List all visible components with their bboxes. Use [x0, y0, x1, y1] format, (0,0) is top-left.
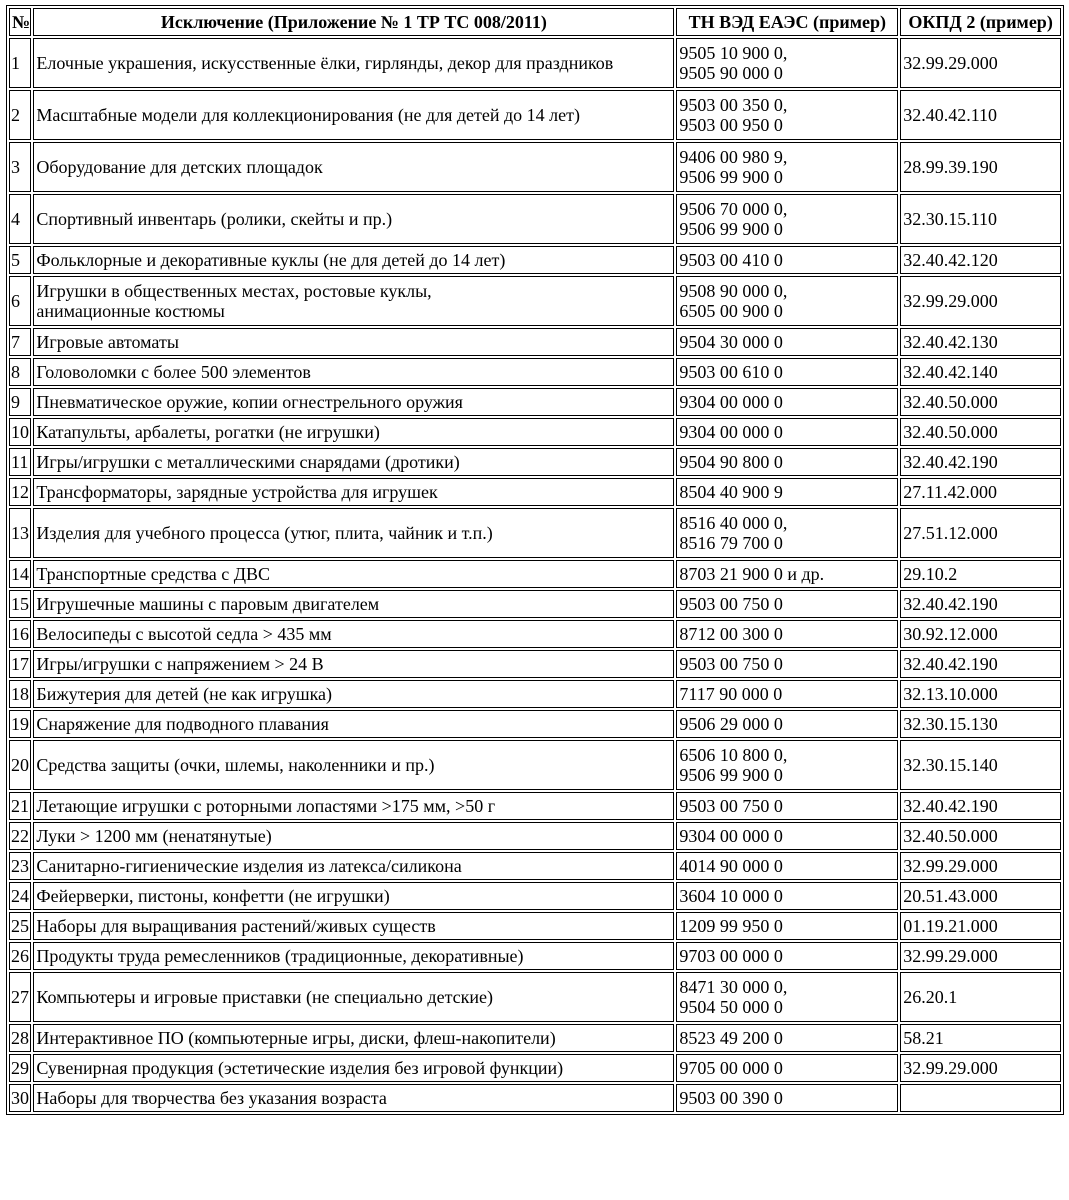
row-okpd: 32.13.10.000	[900, 680, 1061, 708]
row-exception	[33, 276, 674, 326]
row-okpd: 32.40.42.190	[900, 650, 1061, 678]
row-exception: Головоломки с более 500 элементов	[33, 358, 674, 386]
table-row	[9, 1054, 1061, 1082]
row-number: 22	[9, 822, 31, 850]
table-row	[9, 194, 1061, 244]
table-row	[9, 942, 1061, 970]
row-okpd: 29.10.2	[900, 560, 1061, 588]
row-tnved	[676, 972, 898, 1022]
row-number: 3	[9, 142, 31, 192]
row-okpd: 32.40.42.190	[900, 590, 1061, 618]
row-number: 18	[9, 680, 31, 708]
row-tnved	[676, 560, 898, 588]
tnved-code: 9503 00 350 0,	[679, 95, 788, 115]
table-row	[9, 710, 1061, 738]
row-exception: Оборудование для детских площадок	[33, 142, 674, 192]
row-okpd: 32.30.15.110	[900, 194, 1061, 244]
row-tnved	[676, 388, 898, 416]
row-tnved	[676, 942, 898, 970]
row-okpd: 58.21	[900, 1024, 1061, 1052]
row-okpd	[900, 1084, 1061, 1112]
row-exception: Велосипеды с высотой седла > 435 мм	[33, 620, 674, 648]
row-number: 15	[9, 590, 31, 618]
row-tnved	[676, 590, 898, 618]
tnved-code: 9503 00 610 0	[679, 362, 783, 382]
tnved-code: 8712 00 300 0	[679, 624, 783, 644]
tnved-code: 9506 99 900 0	[679, 219, 783, 239]
tnved-code: 9304 00 000 0	[679, 826, 783, 846]
row-number: 23	[9, 852, 31, 880]
row-number: 7	[9, 328, 31, 356]
row-tnved	[676, 822, 898, 850]
row-okpd: 32.40.50.000	[900, 418, 1061, 446]
row-number: 17	[9, 650, 31, 678]
row-okpd: 32.40.42.130	[900, 328, 1061, 356]
row-number: 29	[9, 1054, 31, 1082]
row-number: 12	[9, 478, 31, 506]
row-okpd: 32.40.42.190	[900, 792, 1061, 820]
tnved-code: 9505 90 000 0	[679, 63, 783, 83]
row-exception: Луки > 1200 мм (ненатянутые)	[33, 822, 674, 850]
tnved-code: 9506 70 000 0,	[679, 199, 788, 219]
row-number: 9	[9, 388, 31, 416]
row-number: 6	[9, 276, 31, 326]
table-row	[9, 246, 1061, 274]
table-row	[9, 1024, 1061, 1052]
row-exception: Елочные украшения, искусственные ёлки, гирлянды, декор для праздников	[33, 38, 674, 88]
table-row	[9, 822, 1061, 850]
row-okpd: 32.99.29.000	[900, 1054, 1061, 1082]
exception-line: анимационные костюмы	[36, 301, 225, 321]
row-tnved	[676, 358, 898, 386]
row-exception: Средства защиты (очки, шлемы, наколенники и пр.)	[33, 740, 674, 790]
table-row	[9, 972, 1061, 1022]
header-number: №	[9, 8, 31, 36]
row-exception: Игры/игрушки с металлическими снарядами (дротики)	[33, 448, 674, 476]
table-row	[9, 650, 1061, 678]
row-tnved	[676, 620, 898, 648]
row-okpd: 32.40.42.110	[900, 90, 1061, 140]
row-tnved	[676, 1084, 898, 1112]
row-okpd: 32.99.29.000	[900, 852, 1061, 880]
tnved-code: 9503 00 410 0	[679, 250, 783, 270]
row-tnved	[676, 710, 898, 738]
row-okpd: 32.99.29.000	[900, 942, 1061, 970]
row-exception: Игры/игрушки с напряжением > 24 В	[33, 650, 674, 678]
table-row	[9, 740, 1061, 790]
exception-line: Игрушки в общественных местах, ростовые куклы,	[36, 281, 432, 301]
tnved-code: 8516 40 000 0,	[679, 513, 788, 533]
row-exception: Катапульты, арбалеты, рогатки (не игрушки)	[33, 418, 674, 446]
row-exception: Пневматическое оружие, копии огнестрельного оружия	[33, 388, 674, 416]
row-exception: Спортивный инвентарь (ролики, скейты и пр.)	[33, 194, 674, 244]
tnved-code: 8516 79 700 0	[679, 533, 783, 553]
table-row	[9, 142, 1061, 192]
row-tnved	[676, 792, 898, 820]
tnved-code: 7117 90 000 0	[679, 684, 783, 704]
row-tnved	[676, 90, 898, 140]
row-tnved	[676, 650, 898, 678]
row-okpd: 32.40.42.190	[900, 448, 1061, 476]
row-tnved	[676, 852, 898, 880]
tnved-code: 9508 90 000 0,	[679, 281, 788, 301]
table-row	[9, 328, 1061, 356]
row-tnved	[676, 1024, 898, 1052]
row-okpd: 32.30.15.130	[900, 710, 1061, 738]
row-tnved	[676, 276, 898, 326]
tnved-code: 1209 99 950 0	[679, 916, 783, 936]
row-tnved	[676, 680, 898, 708]
tnved-code: 9504 30 000 0	[679, 332, 783, 352]
row-number: 5	[9, 246, 31, 274]
table-row	[9, 38, 1061, 88]
row-okpd: 32.40.42.120	[900, 246, 1061, 274]
row-number: 13	[9, 508, 31, 558]
row-number: 1	[9, 38, 31, 88]
table-row	[9, 508, 1061, 558]
row-exception: Интерактивное ПО (компьютерные игры, диски, флеш-накопители)	[33, 1024, 674, 1052]
table-row	[9, 792, 1061, 820]
row-tnved	[676, 1054, 898, 1082]
row-okpd: 27.51.12.000	[900, 508, 1061, 558]
table-row	[9, 448, 1061, 476]
row-exception: Транспортные средства с ДВС	[33, 560, 674, 588]
row-tnved	[676, 418, 898, 446]
row-number: 21	[9, 792, 31, 820]
exceptions-table	[6, 5, 1064, 1115]
row-okpd: 20.51.43.000	[900, 882, 1061, 910]
row-number: 27	[9, 972, 31, 1022]
row-okpd: 32.40.42.140	[900, 358, 1061, 386]
row-exception: Изделия для учебного процесса (утюг, плита, чайник и т.п.)	[33, 508, 674, 558]
row-number: 16	[9, 620, 31, 648]
row-okpd: 27.11.42.000	[900, 478, 1061, 506]
tnved-code: 9506 29 000 0	[679, 714, 783, 734]
table-row	[9, 1084, 1061, 1112]
row-number: 2	[9, 90, 31, 140]
row-tnved	[676, 882, 898, 910]
row-exception: Продукты труда ремесленников (традиционные, декоративные)	[33, 942, 674, 970]
tnved-code: 9703 00 000 0	[679, 946, 783, 966]
tnved-code: 8523 49 200 0	[679, 1028, 783, 1048]
row-exception: Летающие игрушки с роторными лопастями >175 мм, >50 г	[33, 792, 674, 820]
tnved-code: 9503 00 750 0	[679, 796, 783, 816]
tnved-code: 9506 99 900 0	[679, 167, 783, 187]
table-row	[9, 882, 1061, 910]
table-row	[9, 620, 1061, 648]
row-number: 24	[9, 882, 31, 910]
tnved-code: 8703 21 900 0 и др.	[679, 564, 825, 584]
tnved-code: 8504 40 900 9	[679, 482, 783, 502]
tnved-code: 9406 00 980 9,	[679, 147, 788, 167]
row-number: 14	[9, 560, 31, 588]
row-exception: Фольклорные и декоративные куклы (не для детей до 14 лет)	[33, 246, 674, 274]
row-okpd: 30.92.12.000	[900, 620, 1061, 648]
row-number: 25	[9, 912, 31, 940]
row-tnved	[676, 328, 898, 356]
row-okpd: 32.30.15.140	[900, 740, 1061, 790]
table-row	[9, 560, 1061, 588]
tnved-code: 4014 90 000 0	[679, 856, 783, 876]
header-okpd: ОКПД 2 (пример)	[900, 8, 1061, 36]
table-row	[9, 912, 1061, 940]
row-exception: Санитарно-гигиенические изделия из латекса/силикона	[33, 852, 674, 880]
row-tnved	[676, 912, 898, 940]
header-exception: Исключение (Приложение № 1 ТР ТС 008/2011)	[33, 8, 674, 36]
header-tnved: ТН ВЭД ЕАЭС (пример)	[676, 8, 898, 36]
row-number: 11	[9, 448, 31, 476]
row-number: 4	[9, 194, 31, 244]
tnved-code: 9504 50 000 0	[679, 997, 783, 1017]
row-number: 8	[9, 358, 31, 386]
table-row	[9, 418, 1061, 446]
row-number: 30	[9, 1084, 31, 1112]
tnved-code: 9503 00 950 0	[679, 115, 783, 135]
table-row	[9, 276, 1061, 326]
row-okpd: 28.99.39.190	[900, 142, 1061, 192]
table-row	[9, 852, 1061, 880]
row-exception: Фейерверки, пистоны, конфетти (не игрушки)	[33, 882, 674, 910]
row-number: 10	[9, 418, 31, 446]
tnved-code: 9504 90 800 0	[679, 452, 783, 472]
table-row	[9, 478, 1061, 506]
row-number: 19	[9, 710, 31, 738]
row-exception: Наборы для выращивания растений/живых существ	[33, 912, 674, 940]
row-exception: Сувенирная продукция (эстетические изделия без игровой функции)	[33, 1054, 674, 1082]
row-okpd: 32.99.29.000	[900, 276, 1061, 326]
row-okpd: 32.40.50.000	[900, 388, 1061, 416]
row-tnved	[676, 508, 898, 558]
tnved-code: 9503 00 750 0	[679, 654, 783, 674]
tnved-code: 8471 30 000 0,	[679, 977, 788, 997]
row-exception: Масштабные модели для коллекционирования (не для детей до 14 лет)	[33, 90, 674, 140]
table-row	[9, 358, 1061, 386]
table-row	[9, 90, 1061, 140]
row-number: 28	[9, 1024, 31, 1052]
row-exception: Трансформаторы, зарядные устройства для игрушек	[33, 478, 674, 506]
tnved-code: 9304 00 000 0	[679, 392, 783, 412]
row-tnved	[676, 448, 898, 476]
row-okpd: 26.20.1	[900, 972, 1061, 1022]
table-header-row	[9, 8, 1061, 36]
row-tnved	[676, 246, 898, 274]
row-exception: Игрушечные машины с паровым двигателем	[33, 590, 674, 618]
row-okpd: 32.40.50.000	[900, 822, 1061, 850]
row-exception: Бижутерия для детей (не как игрушка)	[33, 680, 674, 708]
row-number: 20	[9, 740, 31, 790]
tnved-code: 9304 00 000 0	[679, 422, 783, 442]
tnved-code: 9506 99 900 0	[679, 765, 783, 785]
tnved-code: 9503 00 390 0	[679, 1088, 783, 1108]
row-tnved	[676, 194, 898, 244]
row-tnved	[676, 38, 898, 88]
row-number: 26	[9, 942, 31, 970]
row-tnved	[676, 740, 898, 790]
table-body	[9, 38, 1061, 1112]
row-tnved	[676, 142, 898, 192]
tnved-code: 9705 00 000 0	[679, 1058, 783, 1078]
table-row	[9, 680, 1061, 708]
row-okpd: 32.99.29.000	[900, 38, 1061, 88]
table-row	[9, 388, 1061, 416]
table-row	[9, 590, 1061, 618]
tnved-code: 6506 10 800 0,	[679, 745, 788, 765]
row-exception: Наборы для творчества без указания возраста	[33, 1084, 674, 1112]
row-okpd: 01.19.21.000	[900, 912, 1061, 940]
row-tnved	[676, 478, 898, 506]
tnved-code: 9505 10 900 0,	[679, 43, 788, 63]
tnved-code: 3604 10 000 0	[679, 886, 783, 906]
row-exception: Компьютеры и игровые приставки (не специально детские)	[33, 972, 674, 1022]
row-exception: Снаряжение для подводного плавания	[33, 710, 674, 738]
row-exception: Игровые автоматы	[33, 328, 674, 356]
tnved-code: 9503 00 750 0	[679, 594, 783, 614]
tnved-code: 6505 00 900 0	[679, 301, 783, 321]
